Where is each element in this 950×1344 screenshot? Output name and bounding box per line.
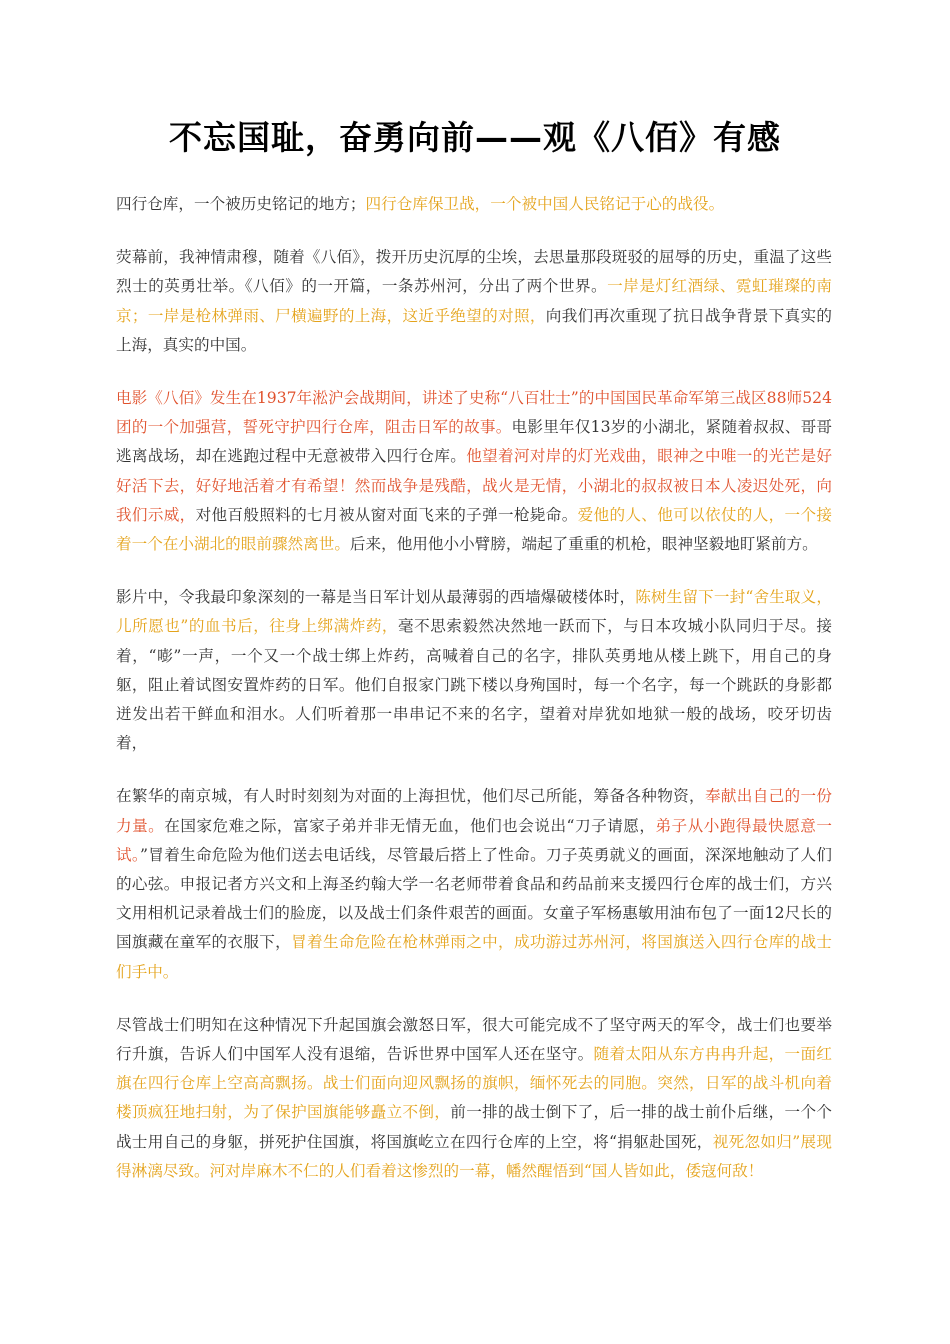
document-body xyxy=(116,190,832,1210)
text-run: 四行仓库，一个被历史铭记的地方； xyxy=(116,195,366,213)
text-run: 尽管战士们明知在这种情况下升起国旗会激怒日军，很大可能完成不了坚守两天的军令，战士们也要举行升旗，告诉人们中国军人没有退缩，告诉世界中国军人还在坚守。 xyxy=(116,1015,832,1064)
text-run: 前一排的战士倒下了，后一排的战士前仆后继，一个个战士用自己的身躯，拼死护住国旗，将国旗屹立在四行仓库的上空，将“捐躯赴国死， xyxy=(116,1103,832,1151)
text-run: 后来，他用他小小臂膀，端起了重重的机枪，眼神坚毅地盯紧前方。 xyxy=(349,535,818,554)
text-run: 毫不思索毅然决然地一跃而下，与日本攻城小队同归于尽。接着，“嘭”一声，一个又一个战士绑上炸药，高喊着自己的名字，排队英勇地从楼上跳下，用自己的身躯，阻止着试图安置炸药的日军。他们自报家门跳下楼以身殉国时，每一个名字，每一个跳跃的身影都迸发出若干鲜血和泪水。人们听着那一串串记不来的名字，望着对岸犹如地狱一般的战场，咬牙切齿着， xyxy=(116,617,832,753)
text-run: 荧幕前，我神情肃穆，随着《八佰》，拨开历史沉厚的尘埃，去思量那段斑驳的屈辱的历史，重温了这些烈士的英勇壮举。《八佰》的一开篇，一条苏州河，分出了两个世界。 xyxy=(116,248,832,296)
paragraph-4 xyxy=(116,583,832,758)
text-run: 电影里年仅13岁的小湖北，紧随着叔叔、哥哥逃离战场，却在逃跑过程中无意被带入四行仓库。 xyxy=(116,418,832,466)
paragraph-6 xyxy=(116,1011,832,1186)
paragraph-3 xyxy=(116,384,832,559)
highlighted-text: 一岸是灯红酒绿、霓虹璀璨的南京；一岸是枪林弹雨、尸横遍野的上海，这近乎绝望的对照， xyxy=(116,277,832,325)
highlighted-text: 奉献出自己的一份力量。 xyxy=(116,787,832,835)
highlighted-text: 弟子从小跑得最快愿意一试。 xyxy=(116,816,832,864)
text-run: 影片中，令我最印象深刻的一幕是当日军计划从最薄弱的西墙爆破楼体时， xyxy=(116,588,636,607)
highlighted-text: 四行仓库保卫战，一个被中国人民铭记于心的战役。 xyxy=(365,195,725,213)
highlighted-text: 视死忽如归”展现得淋漓尽致。河对岸麻木不仁的人们看着这惨烈的一幕，幡然醒悟到“国人皆如此，倭寇何敌！ xyxy=(116,1132,832,1180)
page-title: 不忘国耻，奋勇向前——观《八佰》有感 xyxy=(169,118,781,157)
highlighted-text: 陈树生留下一封“舍生取义，儿所愿也”的血书后，往身上绑满炸药， xyxy=(116,588,832,636)
paragraph-1 xyxy=(116,190,832,219)
highlighted-text: 爱他的人、他可以依仗的人，一个接着一个在小湖北的眼前骤然离世。 xyxy=(116,505,832,554)
paragraph-2 xyxy=(116,243,832,360)
text-run: ”冒着生命危险为他们送去电话线，尽管最后搭上了性命。刀子英勇就义的画面，深深地触动了人们的心弦。申报记者方兴文和上海圣约翰大学一名老师带着食品和药品前来支援四行仓库的战士们，方兴文用相机记录着战士们的脸庞，以及战士们条件艰苦的画面。女童子军杨惠敏用油布包了一面12尺长的国旗藏在童军的衣服下， xyxy=(116,845,832,952)
text-run: 向我们再次重现了抗日战争背景下真实的上海，真实的中国。 xyxy=(116,306,832,354)
text-run: 在国家危难之际，富家子弟并非无情无血，他们也会说出“刀子请愿， xyxy=(164,816,656,835)
text-run: 对他百般照料的七月被从窗对面飞来的子弹一枪毙命。 xyxy=(195,505,578,524)
highlighted-text: 随着太阳从东方冉冉升起，一面红旗在四行仓库上空高高飘扬。战士们面向迎风飘扬的旗帜，缅怀死去的同胞。突然，日军的战斗机向着楼顶疯狂地扫射，为了保护国旗能够矗立不倒， xyxy=(116,1045,832,1122)
highlighted-text: 冒着生命危险在枪林弹雨之中，成功游过苏州河，将国旗送入四行仓库的战士们手中。 xyxy=(116,933,832,981)
highlighted-text: 电影《八佰》发生在1937年淞沪会战期间，讲述了史称“八百壮士”的中国国民革命军第三战区88师524团的一个加强营，誓死守护四行仓库，阻击日军的故事。 xyxy=(116,389,832,437)
text-run: 在繁华的南京城，有人时时刻刻为对面的上海担忧，他们尽己所能，筹备各种物资， xyxy=(116,787,705,806)
highlighted-text: 他望着河对岸的灯光戏曲，眼神之中唯一的光芒是好好活下去，好好地活着才有希望！然而战争是残酷，战火是无情，小湖北的叔叔被日本人凌迟处死，向我们示威， xyxy=(116,447,832,524)
paragraph-5 xyxy=(116,782,832,986)
